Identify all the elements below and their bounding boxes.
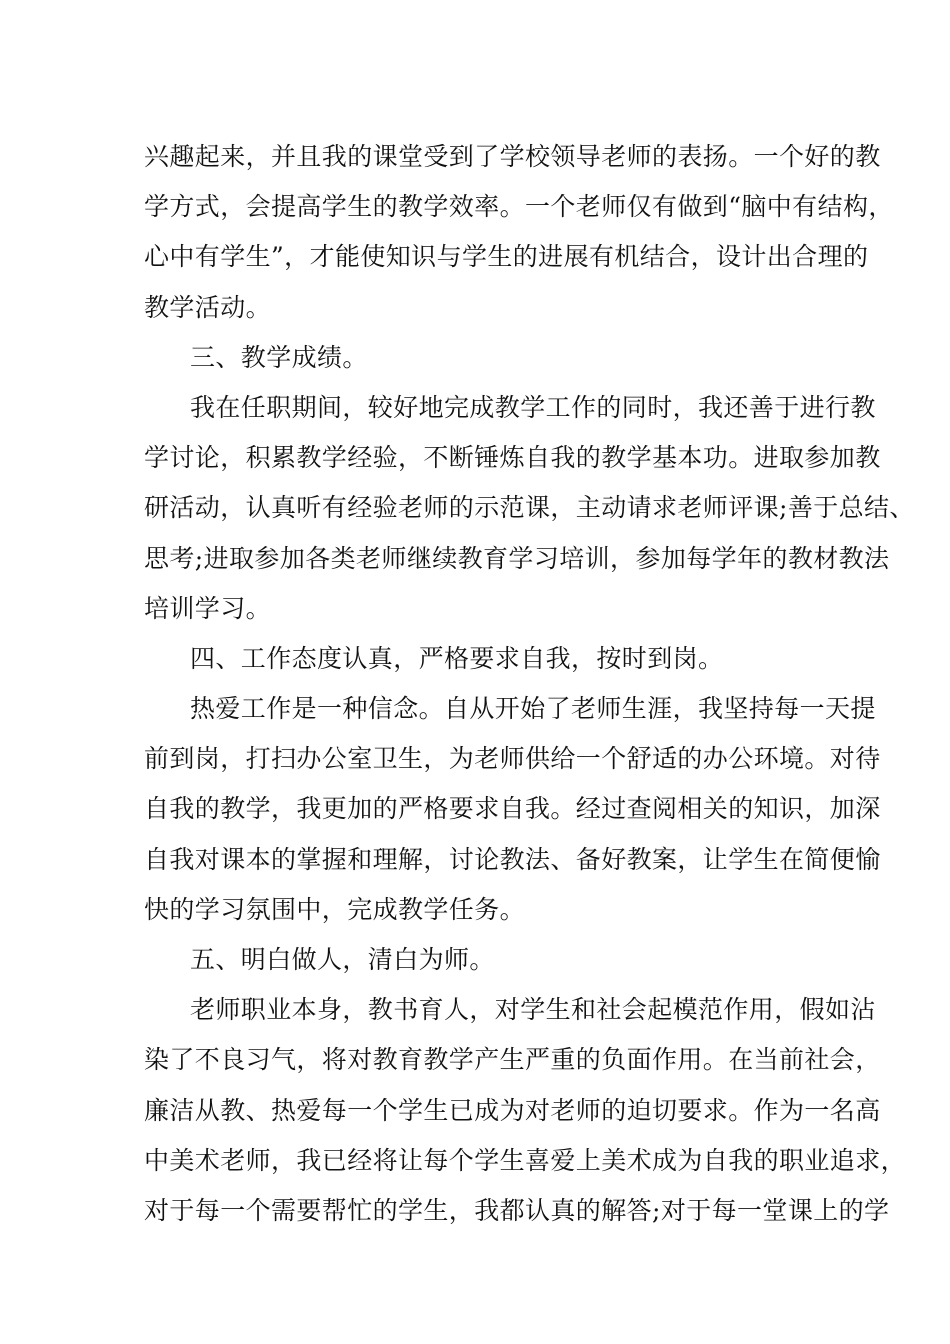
text-line: 自我对课本的掌握和理解，讨论教法、备好教案，让学生在简便愉	[144, 844, 881, 874]
text-line: 研活动，认真听有经验老师的示范课，主动请求老师评课;善于总结、	[144, 493, 915, 523]
text-line: 中美术老师，我已经将让每个学生喜爱上美术成为自我的职业追求，	[144, 1145, 907, 1175]
text-line: 兴趣起来，并且我的课堂受到了学校领导老师的表扬。一个好的教	[144, 142, 881, 171]
text-line: 培训学习。	[144, 593, 272, 623]
text-line: 热爱工作是一种信念。自从开始了老师生涯，我坚持每一天提	[190, 694, 876, 724]
text-line: 对于每一个需要帮忙的学生，我都认真的解答;对于每一堂课上的学	[144, 1195, 890, 1225]
text-line: 教学活动。	[144, 292, 272, 322]
document-body	[144, 132, 915, 1236]
text-line: 老师职业本身，教书育人，对学生和社会起模范作用，假如沾	[190, 995, 876, 1025]
section-heading: 三、教学成绩。	[190, 342, 368, 372]
section-heading: 四、工作态度认真，严格要求自我，按时到岗。	[190, 643, 724, 673]
text-line: 快的学习氛围中，完成教学任务。	[144, 894, 526, 924]
text-line: 心中有学生”，才能使知识与学生的进展有机结合，设计出合理的	[144, 242, 869, 272]
text-line: 自我的教学，我更加的严格要求自我。经过查阅相关的知识，加深	[144, 794, 881, 824]
text-line: 学讨论，积累教学经验，不断锤炼自我的教学基本功。进取参加教	[144, 443, 881, 473]
text-line: 前到岗，打扫办公室卫生，为老师供给一个舒适的办公环境。对待	[144, 744, 881, 774]
text-line: 我在任职期间，较好地完成教学工作的同时，我还善于进行教	[190, 392, 876, 422]
section-heading: 五、明白做人，清白为师。	[190, 945, 495, 974]
text-line: 思考;进取参加各类老师继续教育学习培训，参加每学年的教材教法	[144, 543, 890, 573]
text-line: 染了不良习气，将对教育教学产生严重的负面作用。在当前社会，	[144, 1045, 881, 1075]
text-line: 廉洁从教、热爱每一个学生已成为对老师的迫切要求。作为一名高	[144, 1095, 881, 1125]
text-line: 学方式，会提高学生的教学效率。一个老师仅有做到“脑中有结构，	[144, 192, 894, 222]
